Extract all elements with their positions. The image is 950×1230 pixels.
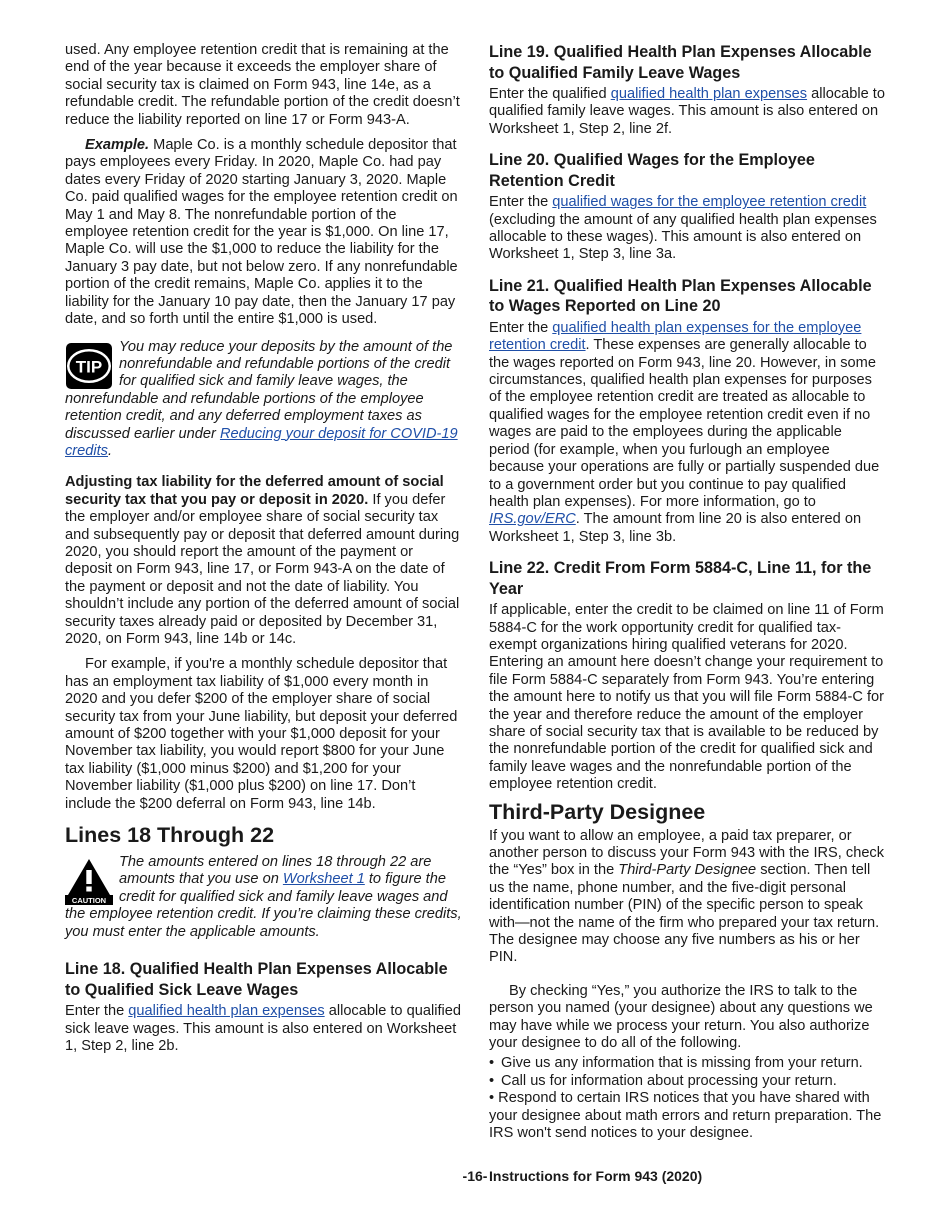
paragraph-credit-remaining: used. Any employee retention credit that is remaining at the end of the year because it exceeds the employer share of social security tax is claimed on Form 943, line 14e, as a refundable credit. The refundable portion of the credit doesn’t reduce the liability reported on line 17 or Form 943-A. [65,42,460,128]
caution-text [65,854,462,941]
line-18-text-b: allocable to qualified sick leave wages. This amount is also entered on Worksheet 1, Step 2, line 2b. [65,1003,461,1054]
caution-note [65,854,462,941]
tip-note [65,339,462,461]
list-item: • Call us for information about processing your return. [489,1072,837,1089]
tip-text [65,339,462,461]
footer-title: Instructions for Form 943 (2020) [489,1168,703,1184]
caution-body-a: The amounts entered on lines 18 through 22 are amounts that you use on [119,854,432,888]
page-number: -16- [462,1168,488,1184]
line-20-heading: Line 20. Qualified Wages for the Employee Retention Credit [489,151,815,190]
line-19-text [489,86,886,138]
tip-body: You may reduce your deposits by the amount of the nonrefundable and refundable portions of the credit for qualified sick and family leave wages, the nonrefundable and refundable portions of the employee retention credit, and any deferred employment taxes as discussed earlier under [65,338,453,442]
line-22-text: If applicable, enter the credit to be claimed on line 11 of Form 5884-C for the work opportunity credit for qualified tax-exempt organizations hiring qualified veterans for 2020. Entering an amount here doesn’t change your requirement to file Form 5884-C separately from Form 943. You’re entering the amount here to notify us that you will file Form 5884-C for the year and therefore reduce the amount of the employer share of social security tax that is available to be reduced by the nonrefundable portion of the credit for qualified sick and family leave wages and the nonrefundable portion of the employee retention credit. [489,602,885,793]
line-21-text-b: . These expenses are generally allocable to the wages reported on Form 943, line 20. However, in some circumstances, qualified health plan expenses for purposes of the employee retention credit are treated as allocable to qualified wages for the employee retention credit even if no wages are paid to the employees during the applicable period (for example, when you furlough an employee because your operations are fully or partially suspended due to a government order but you continue to pay qualified health plan expenses). For more information, go to [489,337,880,510]
line-21-heading: Line 21. Qualified Health Plan Expenses Allocable to Wages Reported on Line 20 [489,276,872,316]
tip-icon [65,342,113,390]
line-20-text-b: (excluding the amount of any qualified health plan expenses allocable to these wages). This amount is also entered on Worksheet 1, Step 3, line 3a. [489,211,877,263]
example-label: Example. [85,137,150,154]
tpd-text-b: section. Then tell us the name, phone number, and the five-digit personal identification number (PIN) of the specific person to speak with—not the name of the firm who prepared your tax return. The designee may choose any five numbers as his or her PIN. [489,862,880,966]
lines-18-22-heading: Lines 18 Through 22 [65,823,275,848]
worksheet-1-link[interactable]: Worksheet 1 [282,871,365,888]
list-item [489,1090,886,1142]
line-19-heading: Line 19. Qualified Health Plan Expenses Allocable to Qualified Family Leave Wages [489,43,872,82]
paragraph-example [65,137,462,328]
right-column [489,42,886,1143]
line-18-text [65,1003,462,1055]
caution-icon-text: CAUTION [71,896,107,906]
line-19-text-b: allocable to qualified family leave wages. This amount is also entered on Worksheet 1, Step 2, line 2f. [489,86,885,137]
paragraph-adjusting [65,474,462,648]
bullet-marker: • [489,1090,499,1107]
third-party-authorize-text: By checking “Yes,” you authorize the IRS to talk to the person you named (your designee) about any questions we may have while we process your return. You also authorize your designee to do all of the following. [489,982,873,1052]
designee-bullet-list [489,1055,886,1142]
qualified-wages-erc-link[interactable]: qualified wages for the employee retention credit [552,194,867,211]
line-20-text [489,194,886,264]
tip-icon-text: TIP [75,357,103,376]
caution-icon [65,857,113,905]
irs-gov-erc-link[interactable]: IRS.gov/ERC [489,511,576,528]
tpd-italic: Third-Party Designee [618,862,757,879]
bullet-text: Call us for information about processing your return. [501,1072,837,1089]
tpd-text-a: If you want to allow an employee, a paid tax preparer, or another person to discuss your Form 943 with the IRS, check the “Yes” box in the [489,827,885,879]
paragraph-example-deferral: For example, if you're a monthly schedule depositor that has an employment tax liability of $1,000 every month in 2020 and you defer $200 of the employer share of social security tax from your June liability, but deposit your deferred amount of $200 together with your $1,000 deposit for your November tax liability, you would report $800 for your June tax liability ($1,000 minus $200) and $1,200 for your November liability ($1,000 plus $200) on line 17. Don’t include the $200 deferral on Form 943, line 14b. [65,656,458,812]
bullet-text: Respond to certain IRS notices that you have shared with your designee about math errors and return preparation. The IRS won't send notices to your designee. [489,1090,882,1142]
line-21-text-c: . The amount from line 20 is also entered on Worksheet 1, Step 3, line 3b. [489,511,862,545]
qualified-health-plan-expenses-link-19[interactable]: qualified health plan expenses [610,86,808,102]
line-20-text-a: Enter the [489,194,549,211]
tip-end: . [107,442,113,459]
line-21-text-a: Enter the [489,319,549,336]
adjusting-heading: Adjusting tax liability for the deferred amount of social security tax that you pay or deposit in 2020. [65,474,444,508]
line-22-heading: Line 22. Credit From Form 5884-C, Line 11, for the Year [489,559,872,598]
third-party-designee-heading: Third-Party Designee [489,799,706,824]
left-column [65,42,462,1055]
third-party-designee-text [489,828,886,967]
list-item: • Give us any information that is missing from your return. [489,1055,863,1072]
caution-body-b: to figure the credit for qualified sick and family leave wages and the employee retention credit. If you’re claiming these credits, you must enter the applicable amounts. [65,871,462,940]
line-18-heading: Line 18. Qualified Health Plan Expenses Allocable to Qualified Sick Leave Wages [65,960,448,999]
example-text: Maple Co. is a monthly schedule depositor that pays employees every Friday. In 2020, Maple Co. had pay dates every Friday of 2020 starting January 3, 2020. Maple Co. paid qualified wages for the employee retention credit on May 1 and May 8. The nonrefundable portion of the employee retention credit for the year is $1,000. On line 17, Maple Co. will use the $1,000 to reduce the liability for the January 3 pay date, but not below zero. If any nonrefundable portion of the credit remains, Maple Co. applies it to the liability for the January 10 pay date, then the January 17 pay date, and so forth until the entire $1,000 is used. [65,137,458,328]
adjusting-text: If you defer the employer and/or employee share of social security tax and subsequently pay or deposit that deferred amount during 2020, you should report the amount of the payment or deposit on Form 943, line 17, or Form 943-A on the date of the payment or deposit and not the date of liability. You shouldn’t include any portion of the deferred amount of social security taxes already paid or deposited by December 31, 2020, on Form 943, line 14b or 14c. [65,491,460,647]
qualified-health-plan-expenses-erc-link[interactable]: qualified health plan expenses for the employee retention credit [489,319,862,354]
line-18-text-a: Enter the [65,1003,125,1020]
line-21-text [489,320,886,546]
line-19-text-a: Enter the qualified [489,86,607,102]
bullet-text: Give us any information that is missing from your return. [501,1055,863,1072]
qualified-health-plan-expenses-link-18[interactable]: qualified health plan expenses [128,1003,325,1020]
reducing-deposit-link[interactable]: Reducing your deposit for COVID-19 credits [65,425,458,459]
